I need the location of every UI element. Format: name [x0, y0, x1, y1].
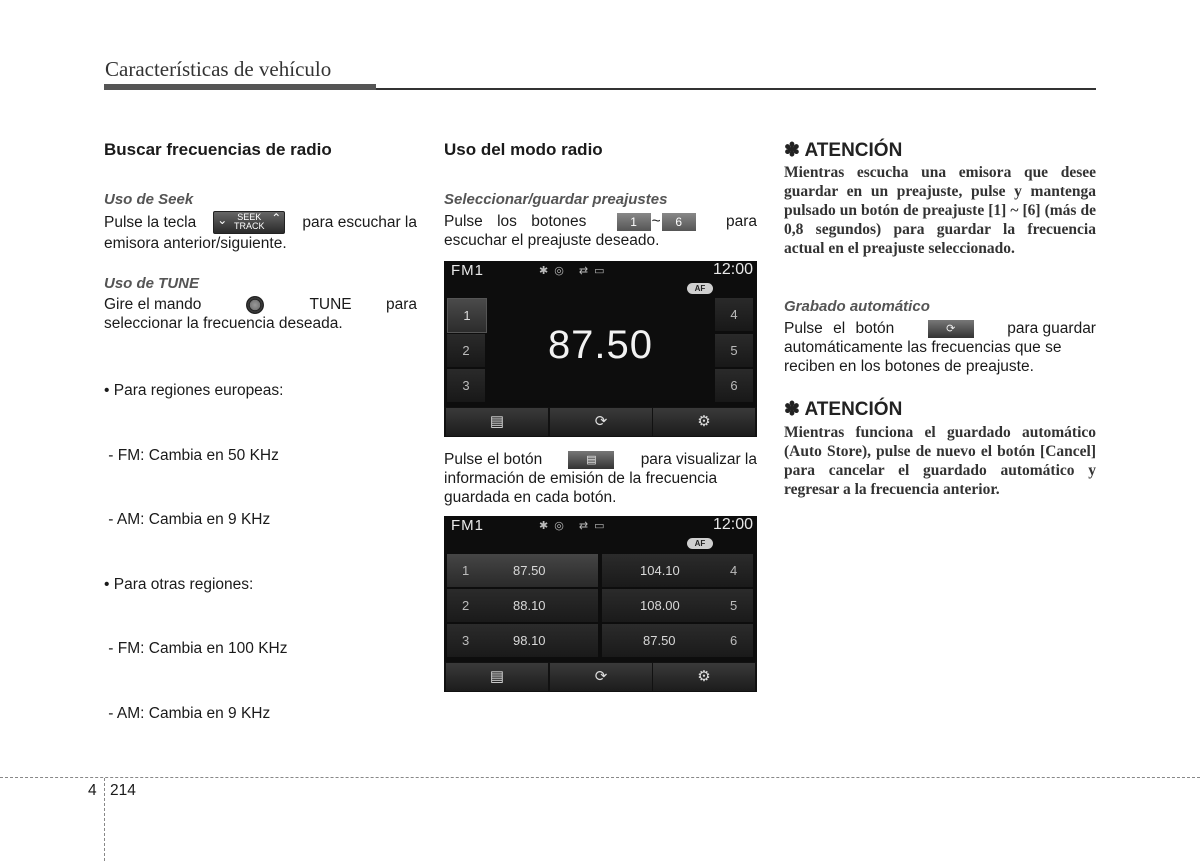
preset-row-5[interactable]	[602, 589, 753, 622]
aux-icon: ▭	[594, 265, 611, 277]
bluetooth-icon: ✱	[539, 520, 555, 532]
preset-text-mid: para	[725, 213, 757, 230]
chapter-number: 4	[88, 782, 97, 799]
bluetooth-icon: ✱	[539, 265, 555, 277]
chevron-down-icon: ⌄	[217, 213, 228, 227]
list-item: - FM: Cambia en 100 KHz	[104, 640, 288, 657]
header-rule-thin	[376, 88, 1096, 90]
tune-paragraph	[104, 295, 417, 333]
tune-knob-icon	[246, 296, 264, 314]
preset-tile-6[interactable]: 6	[715, 369, 753, 402]
gear-icon: ⚙	[697, 668, 711, 685]
page-header-title: Características de vehículo	[105, 57, 332, 81]
preset-frequency: 87.50	[513, 563, 546, 578]
auto-text-end: automáticamente las frecuencias que se reciben en los botones de preajuste.	[784, 339, 1062, 375]
auto-store-paragraph	[784, 319, 1096, 376]
attention-body-1: Mientras escucha una emisora que desee guardar en un preajuste, pulse y mantenga pulsado un botón de preajuste [1] ~ [6] (más de 0,8 segundos) para guardar la frecuencia actual en el preajuste seleccionado.	[784, 164, 1096, 257]
status-bar	[444, 261, 757, 281]
auto-store-icon: ⟳	[594, 668, 608, 685]
preset-row-2[interactable]	[447, 589, 598, 622]
section-heading-radio-mode: Uso del modo radio	[444, 140, 603, 159]
status-bar	[444, 516, 757, 536]
seek-label: SEEK	[237, 212, 262, 222]
preset-number: 1	[462, 563, 470, 578]
tune-text-start: Gire el mando	[104, 296, 202, 313]
preset-number: 6	[730, 633, 738, 648]
preset-number: 5	[730, 598, 738, 613]
auto-store-subheading: Grabado automático	[784, 298, 930, 315]
info-list-inline-icon: ▤	[568, 451, 614, 469]
list-item: • Para otras regiones:	[104, 575, 254, 593]
preset-text-start: Pulse los botones	[444, 213, 587, 230]
list-item: - AM: Cambia en 9 KHz	[104, 704, 271, 722]
tune-subheading: Uso de TUNE	[104, 275, 200, 292]
preset-frequency: 87.50	[643, 633, 676, 648]
footer-vertical-rule	[104, 778, 105, 861]
info-list-button[interactable]	[446, 663, 548, 691]
gear-icon: ⚙	[697, 413, 711, 430]
status-icons	[539, 519, 611, 532]
status-icons	[539, 264, 611, 277]
attention-body-2: Mientras funciona el guardado automático (Auto Store), pulse de nuevo el botón [Cancel] para cancelar el guardado automático y regresar a la frecuencia anterior.	[784, 424, 1096, 498]
seek-text-start: Pulse la tecla	[104, 214, 197, 231]
band-label: FM1	[451, 262, 484, 279]
preset-row-3[interactable]	[447, 624, 598, 657]
tune-text-mid: TUNE para	[309, 296, 417, 313]
info-text-start: Pulse el botón	[444, 451, 543, 468]
aux-icon: ▭	[594, 520, 611, 532]
info-text-line3: guardada en cada botón.	[444, 489, 617, 506]
track-label: TRACK	[234, 221, 265, 231]
band-label: FM1	[451, 517, 484, 534]
disc-icon: ◎	[554, 265, 570, 277]
preset-tile-3[interactable]: 3	[447, 369, 485, 402]
auto-store-icon: ⟳	[594, 413, 608, 430]
attention-heading-2: ✽ ATENCIÓN	[784, 399, 903, 420]
list-item: • Para regiones europeas:	[104, 382, 284, 399]
usb-icon: ⇄	[578, 265, 595, 277]
bottom-toolbar	[444, 662, 757, 692]
preset-frequency: 108.00	[640, 598, 680, 613]
usb-icon: ⇄	[578, 520, 595, 532]
radio-screen-list	[444, 516, 757, 692]
preset-frequency: 104.10	[640, 563, 680, 578]
seek-text-end: emisora anterior/siguiente.	[104, 235, 287, 252]
preset-6-button: 6	[662, 213, 696, 231]
header-rule-thick	[104, 84, 376, 90]
af-badge: AF	[687, 538, 713, 549]
tune-text-end: seleccionar la frecuencia deseada.	[104, 315, 343, 332]
auto-store-button[interactable]	[550, 408, 652, 436]
bottom-toolbar	[444, 407, 757, 437]
step-list	[104, 337, 417, 746]
info-text-mid: para visualizar la	[640, 451, 757, 468]
preset-subheading: Seleccionar/guardar preajustes	[444, 191, 668, 208]
preset-frequency: 98.10	[513, 633, 546, 648]
list-item: - FM: Cambia en 50 KHz	[104, 446, 279, 464]
seek-track-button	[213, 211, 285, 234]
preset-text-end: escuchar el preajuste deseado.	[444, 232, 660, 249]
preset-1-button: 1	[617, 213, 651, 231]
preset-paragraph	[444, 212, 757, 250]
auto-store-inline-icon: ⟳	[928, 320, 974, 338]
info-text-line2: información de emisión de la frecuencia	[444, 470, 718, 487]
preset-number: 3	[462, 633, 470, 648]
info-list-button[interactable]	[446, 408, 548, 436]
settings-button[interactable]	[653, 663, 755, 691]
disc-icon: ◎	[554, 520, 570, 532]
seek-paragraph	[104, 211, 417, 253]
preset-number: 4	[730, 563, 738, 578]
info-paragraph	[444, 450, 757, 507]
clock: 12:00	[712, 261, 753, 278]
tilde-sign: ~	[651, 213, 661, 230]
preset-tile-5[interactable]: 5	[715, 334, 753, 367]
af-badge: AF	[687, 283, 713, 294]
preset-row-4[interactable]	[602, 554, 753, 587]
auto-store-button[interactable]	[550, 663, 652, 691]
list-item: - AM: Cambia en 9 KHz	[104, 511, 271, 528]
seek-text-mid: para escuchar la	[302, 214, 417, 231]
preset-tile-4[interactable]: 4	[715, 298, 753, 331]
clock: 12:00	[712, 516, 753, 533]
preset-row-6[interactable]	[602, 624, 753, 657]
preset-row-1[interactable]	[447, 554, 598, 587]
footer-rule	[0, 777, 1200, 778]
seek-subheading: Uso de Seek	[104, 191, 194, 208]
section-heading-search: Buscar frecuencias de radio	[104, 140, 332, 159]
auto-text-start: Pulse el botón	[784, 320, 895, 337]
chevron-up-icon: ⌃	[271, 211, 282, 225]
preset-frequency: 88.10	[513, 598, 546, 613]
attention-heading-1: ✽ ATENCIÓN	[784, 140, 903, 161]
current-frequency: 87.50	[547, 323, 654, 367]
preset-tile-2[interactable]: 2	[447, 334, 485, 367]
info-list-icon: ▤	[489, 668, 505, 685]
info-list-icon: ▤	[489, 413, 505, 430]
preset-tile-1[interactable]: 1	[447, 298, 487, 333]
settings-button[interactable]	[653, 408, 755, 436]
radio-screen-main	[444, 261, 757, 437]
page-number: 214	[110, 782, 136, 799]
preset-number: 2	[462, 598, 470, 613]
auto-text-mid: para guardar	[1007, 320, 1096, 337]
